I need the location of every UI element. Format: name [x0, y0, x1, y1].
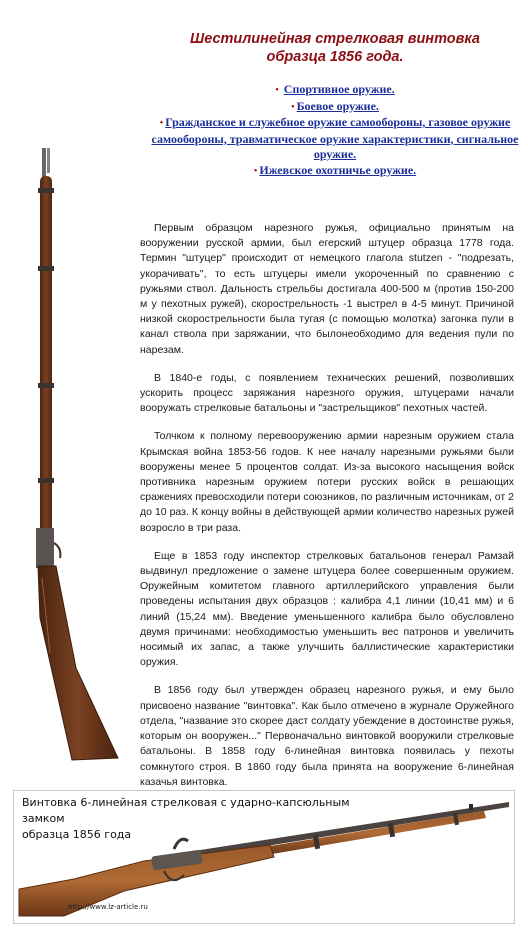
photo-caption — [22, 795, 382, 843]
bullet-icon: • — [253, 165, 258, 177]
photo-watermark-url: http://www.lz-article.ru — [68, 903, 148, 911]
link-military-weapons[interactable]: Боевое оружие. — [296, 98, 379, 113]
nav-link-row — [150, 82, 520, 99]
link-izhevsk-hunting-weapons[interactable]: Ижевское охотничье оружие. — [259, 162, 417, 177]
article-paragraph: В 1856 году был утвержден образец нарезного ружья, и ему было присвоено название "винтовка". Как было отмечено в журнале Оружейного отдела, "название это скорее даст солдату убеждение в достоинстве ружья, которым он вооружен..." Первоначально винтовкой вооружили стрелковые батальоны. В 1858 году 6-линейная винтовка появилась у пехоты сомкнутого строя. В 1860 году была принята на вооружение 6-линейная казачья винтовка. — [140, 684, 514, 788]
bullet-icon: • — [275, 85, 279, 96]
article-paragraph: Еще в 1853 году инспектор стрелковых батальонов генерал Рамзай выдвинул предложение о замене штуцера более совершенным оружием. Оружейным комитетом главного артиллерийского управления были проведены испытания двух образцов : калибра 4,1 линии (10,41 мм) и 6 линий (15,24 мм). Введение уменьшенного калибра было обусловлено двумя причинами: необходимостью уменьшить вес патронов и увеличить носимый их запас, а также улучшить баллистические характеристики оружия. — [140, 549, 514, 669]
photo-caption-line-1: Винтовка 6-линейная стрелковая с ударно-капсюльным замком — [22, 796, 350, 825]
nav-link-row — [150, 163, 520, 180]
nav-links — [150, 82, 520, 179]
rifle-photo-card — [13, 790, 515, 924]
article-paragraph: Первым образцом нарезного ружья, официально принятым на вооружении русской армии, был егерский штуцер образца 1778 года. Термин "штуцер" происходит от немецкого глагола stutzen - "подрезать, укорачивать", то есть штуцеры имели укороченный по сравнению с ружьями ствол. Дальность стрельбы достигала 400-500 м (против 150-200 м у пехотных ружей), скорострельность -1 выстрел в 4-5 минут. Причиной низкой скорострельности была тугая (с помощью молотка) загонка пули в канал ствола при заряжании, что былонеобходимо для ведения пули по нарезам. — [140, 222, 514, 356]
photo-caption-line-2: образца 1856 года — [22, 828, 132, 841]
bullet-icon: • — [159, 118, 164, 129]
rifle-vertical-image — [0, 148, 140, 768]
article-body — [140, 221, 514, 803]
page-title — [150, 30, 520, 66]
page-title-line-1: Шестилинейная стрелковая винтовка — [190, 31, 480, 47]
nav-link-row — [150, 115, 520, 163]
bullet-icon: • — [291, 101, 295, 113]
nav-link-row — [150, 99, 520, 116]
article-paragraph: Толчком к полному перевооружению армии нарезным оружием стала Крымская война 1853-56 годов. К нее началу нарезными ружьями были вооружены менее 5 процентов солдат. Из-за высокого насыщения войск противника нарезным оружием потери русских войск в решающих сражениях превосходили потери союзников, по различным источникам, от 2 до 10 раз. К концу войны в действующей армии количество нарезных ружей возросло в три раза. — [140, 430, 514, 534]
article-paragraph: В 1840-е годы, с появлением технических решений, позволивших ускорить процесс заряжания нарезного оружия, штуцерами начали вооружать стрелковые батальоны и "застрельщиков" пехотных частей. — [140, 371, 514, 415]
link-civil-self-defense-weapons[interactable]: Гражданское и служебное оружие самообороны, газовое оружие самообороны, травматическое оружие характеристики, сигнальное оружие. — [151, 115, 519, 161]
page-title-line-2: образца 1856 года. — [266, 49, 404, 65]
link-sport-weapons[interactable]: Спортивное оружие. — [283, 82, 395, 96]
